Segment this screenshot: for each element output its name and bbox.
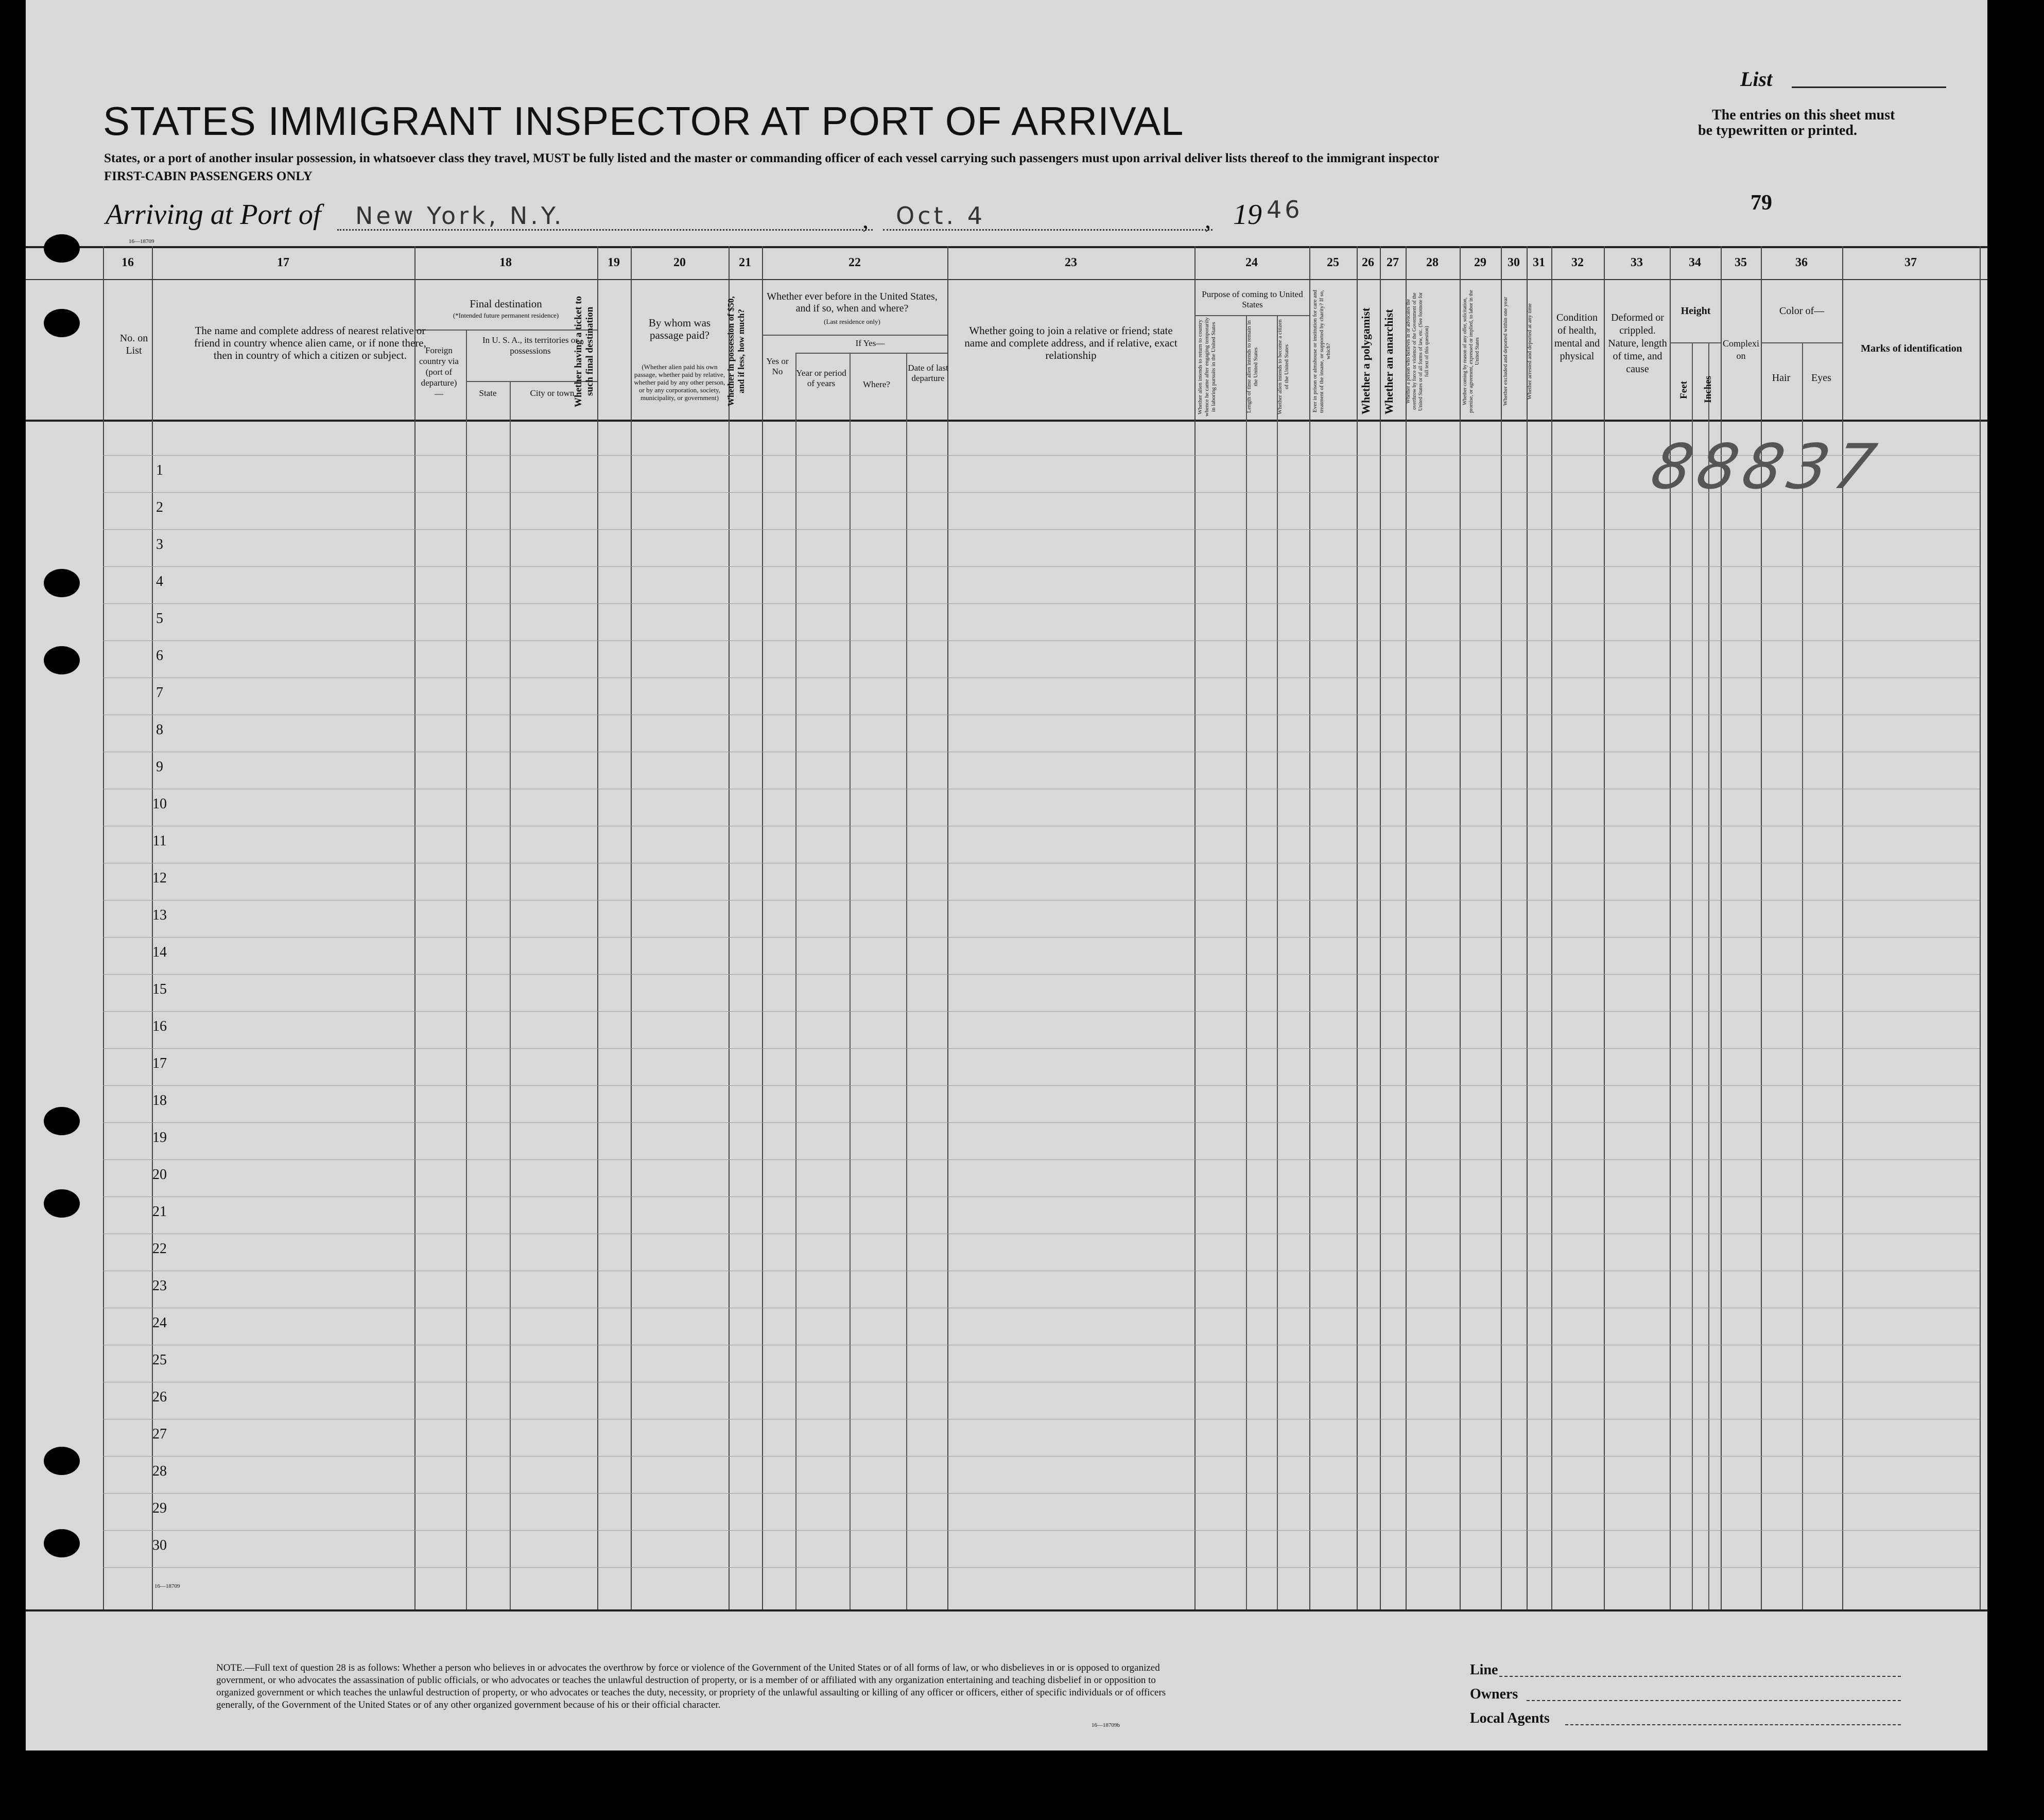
row-line <box>103 566 1980 567</box>
column-line <box>631 246 632 1609</box>
row-number: 10 <box>152 796 167 812</box>
row-number: 18 <box>152 1093 167 1108</box>
header-col24-title: Purpose of coming to United States <box>1202 289 1303 309</box>
column-line <box>1380 246 1381 1609</box>
row-number: 9 <box>156 759 163 775</box>
header-subrule <box>795 353 947 354</box>
column-number: 16 <box>122 256 134 269</box>
row-line <box>103 1159 1980 1160</box>
year-prefix: 19 <box>1233 199 1262 231</box>
header-col29: Whether coming by reason of any offer, solicitation, promise, or agreement, expressed or implied, to labor in the United States <box>1462 290 1480 413</box>
binder-hole <box>44 569 80 597</box>
comma-1: , <box>862 206 869 234</box>
header-col23: Whether going to join a relative or friend; state name and complete address, and if relative, exact relationship <box>964 324 1177 361</box>
column-line <box>1604 246 1605 1609</box>
column-line <box>597 246 598 1609</box>
header-col36-eyes: Eyes <box>1811 372 1831 384</box>
column-number: 26 <box>1362 256 1374 269</box>
column-number: 17 <box>277 256 289 269</box>
row-number: 2 <box>156 499 163 515</box>
header-col22-yesno: Yes or No <box>766 356 789 376</box>
column-number: 22 <box>848 256 861 269</box>
column-number: 37 <box>1904 256 1917 269</box>
row-line <box>103 1567 1980 1568</box>
binder-hole <box>44 1447 80 1475</box>
footnote-q28: NOTE.—Full text of question 28 is as follows: Whether a person who believes in or advocates the overthrow by force or violence of the Government of the United States or of all forms of law, or who disbelieves in or is opposed to organized government, or who advocates the assassination of public officials, or who advocates or teaches the unlawful destruction of property, or is a member of or affiliated with any organization entertaining and teaching disbelief in or opposition to organized government or which teaches the unlawful destruction of property, or who advocates or teaches the duty, necessity, or propriety of the unlawful assaulting or killing of any officer or officers, either of specific individuals or of officers generally, of the Government of the United States or of any other organized government because of his or their official character. <box>216 1662 1166 1710</box>
header-col35: Complexion <box>1723 338 1759 361</box>
header-col30: Whether excluded and deported within one year <box>1502 297 1509 406</box>
table-bottom-border <box>26 1609 1987 1611</box>
column-subline <box>466 330 467 1609</box>
arriving-label: Arriving at Port of <box>106 199 321 231</box>
column-number: 35 <box>1735 256 1747 269</box>
column-line <box>1309 246 1310 1609</box>
header-subrule <box>762 335 947 336</box>
column-line <box>1980 246 1981 1609</box>
binder-hole <box>44 646 80 674</box>
header-subrule <box>414 330 597 331</box>
row-number: 15 <box>152 981 167 997</box>
line-field <box>1499 1676 1901 1677</box>
binder-hole <box>44 1189 80 1218</box>
row-line <box>103 529 1980 530</box>
header-col18-sub: (*Intended future permanent residence) <box>453 311 559 319</box>
header-col34-feet: Feet <box>1678 381 1689 399</box>
table-top-border <box>26 246 1987 248</box>
row-number: 25 <box>152 1352 167 1368</box>
header-col34-inches: Inches <box>1703 376 1713 403</box>
column-number: 27 <box>1387 256 1399 269</box>
row-line <box>103 640 1980 641</box>
line-label: Line <box>1470 1662 1498 1678</box>
column-line <box>729 246 730 1609</box>
row-number: 20 <box>152 1167 167 1183</box>
header-col22-sub: (Last residence only) <box>824 318 880 325</box>
column-line <box>1501 246 1502 1609</box>
header-col24-a: Whether alien intends to return to country whence he came after engaging temporarily in laboring pursuits in the United States <box>1197 317 1217 417</box>
column-line <box>947 246 948 1609</box>
column-number: 34 <box>1689 256 1701 269</box>
row-number: 3 <box>156 536 163 552</box>
header-col20-sub: (Whether alien paid his own passage, whether paid by relative, whether paid by any other person, or by any corporation, society, municipality, or government) <box>634 363 725 402</box>
row-number: 19 <box>152 1130 167 1146</box>
row-line <box>103 1085 1980 1086</box>
row-line <box>103 974 1980 975</box>
column-line <box>1527 246 1528 1609</box>
row-number: 21 <box>152 1204 167 1220</box>
column-subline <box>795 353 796 1609</box>
row-number: 30 <box>152 1537 167 1553</box>
date-value: Oct. 4 <box>896 202 986 230</box>
comma-2: , <box>1205 206 1211 234</box>
footnote-code: 16—18709b <box>1092 1722 1120 1728</box>
column-number: 31 <box>1533 256 1545 269</box>
row-number: 29 <box>152 1500 167 1516</box>
header-col37: Marks of identification <box>1861 343 1962 354</box>
row-line <box>103 603 1980 604</box>
row-number: 12 <box>152 870 167 886</box>
column-line <box>414 246 415 1609</box>
row-number: 13 <box>152 907 167 923</box>
column-number: 29 <box>1474 256 1486 269</box>
column-line <box>1194 246 1196 1609</box>
binder-hole <box>44 234 80 263</box>
header-col22-title: Whether ever before in the United States, and if so, when and where? <box>767 291 938 314</box>
colnum-border <box>26 279 1987 280</box>
header-col25: Ever in prison or almshouse or institution for care and treatment of the insane, or supported by charity? If so, which? <box>1312 290 1331 413</box>
form-code-bottom: 16—18709 <box>154 1583 180 1589</box>
row-number: 14 <box>152 944 167 960</box>
header-col20-title: By whom was passage paid? <box>648 317 711 341</box>
column-number: 19 <box>608 256 620 269</box>
column-number: 23 <box>1065 256 1077 269</box>
row-line <box>103 1011 1980 1012</box>
row-line <box>103 1493 1980 1494</box>
column-number: 21 <box>739 256 751 269</box>
header-col18-state: State <box>479 388 497 398</box>
row-number: 23 <box>152 1278 167 1294</box>
entries-note-line1: The entries on this sheet must <box>1712 107 1895 123</box>
row-number: 7 <box>156 685 163 701</box>
header-col26: Whether a polygamist <box>1359 307 1372 414</box>
column-subline <box>850 353 851 1609</box>
header-subrule <box>1761 342 1842 343</box>
column-number: 20 <box>673 256 686 269</box>
row-number: 11 <box>152 833 167 849</box>
column-line <box>1551 246 1552 1609</box>
local-agents-field <box>1565 1724 1901 1725</box>
column-number: 28 <box>1426 256 1439 269</box>
column-number: 33 <box>1631 256 1643 269</box>
row-line <box>103 1530 1980 1531</box>
header-col27: Whether an anarchist <box>1382 309 1395 414</box>
row-number: 27 <box>152 1426 167 1442</box>
port-value: New York, N.Y. <box>355 202 565 230</box>
row-line <box>103 937 1980 938</box>
column-line <box>1406 246 1407 1609</box>
row-number: 8 <box>156 722 163 738</box>
binder-hole <box>44 1107 80 1135</box>
header-subrule <box>1670 342 1721 343</box>
row-line <box>103 1048 1980 1049</box>
row-line <box>103 1122 1980 1123</box>
column-line <box>1460 246 1461 1609</box>
header-col18-title: Final destination <box>470 298 542 310</box>
row-number: 26 <box>152 1389 167 1405</box>
header-col18-usa: In U. S. A., its territories or possessions <box>482 335 579 356</box>
header-col22-year: Year or period of years <box>796 368 846 388</box>
form-code-top: 16—18709 <box>129 238 154 245</box>
row-number: 1 <box>156 462 163 478</box>
row-number: 17 <box>152 1055 167 1071</box>
row-number: 22 <box>152 1241 167 1257</box>
column-line <box>762 246 763 1609</box>
column-subline <box>906 353 907 1609</box>
header-col18-city: City or town <box>530 388 575 398</box>
header-col22-date: Date of last departure <box>908 363 948 383</box>
column-number: 18 <box>499 256 512 269</box>
binder-hole <box>44 309 80 337</box>
entries-note-line2: be typewritten or printed. <box>1698 123 1857 138</box>
header-col34: Height <box>1681 305 1711 317</box>
header-col22-ifyes: If Yes— <box>855 338 885 348</box>
header-col33: Deformed or crippled. Nature, length of time, and cause <box>1608 312 1667 375</box>
header-col36-hair: Hair <box>1772 372 1791 384</box>
column-number: 24 <box>1245 256 1258 269</box>
header-col17: The name and complete address of nearest relative or friend in country whence alien came, or if none there, then in country of which a citizen or subject. <box>194 324 426 361</box>
sheet-number: 79 <box>1751 191 1772 215</box>
row-number: 24 <box>152 1315 167 1331</box>
column-line <box>1357 246 1358 1609</box>
column-line <box>103 246 104 1609</box>
header-col36-title: Color of— <box>1779 305 1825 317</box>
header-col21: Whether in possession of $50, and if less, how much? <box>726 296 746 407</box>
instruction-text: States, or a port of another insular possession, in whatsoever class they travel, MUST be fully listed and the master or commanding officer of each vessel carrying such passengers must upon arrival deliver lists thereof to the immigrant inspector <box>104 151 1440 165</box>
owners-field <box>1527 1700 1901 1701</box>
header-col22-where: Where? <box>863 379 890 389</box>
column-number: 30 <box>1508 256 1520 269</box>
row-number: 28 <box>152 1463 167 1479</box>
handwritten-number: 88837 <box>1645 431 1888 503</box>
local-agents-label: Local Agents <box>1470 1710 1550 1726</box>
column-number: 32 <box>1571 256 1584 269</box>
page-title: STATES IMMIGRANT INSPECTOR AT PORT OF ARRIVAL <box>103 98 1184 144</box>
header-col31: Whether arrested and deported at any time <box>1527 303 1533 400</box>
column-number: 25 <box>1327 256 1339 269</box>
column-subline <box>1246 315 1247 1609</box>
header-col19: Whether having a ticket to such final destination <box>573 296 595 407</box>
manifest-sheet <box>26 0 1987 1750</box>
header-bottom-border <box>26 420 1987 422</box>
header-subrule <box>1194 315 1309 316</box>
column-subline <box>1277 315 1278 1609</box>
header-col32: Condition of health, mental and physical <box>1554 312 1600 362</box>
subtitle: FIRST-CABIN PASSENGERS ONLY <box>104 169 313 183</box>
row-number: 16 <box>152 1018 167 1034</box>
year-value: 46 <box>1267 196 1303 223</box>
header-col24-c: Whether alien intends to become a citizen of the United States <box>1277 319 1290 414</box>
binder-hole <box>44 1529 80 1557</box>
list-field-line <box>1792 86 1946 88</box>
column-number: 36 <box>1795 256 1808 269</box>
header-col28: Whether a person who believes in or advocates the overthrow by force or violence of the Government of the United States or of all forms of law, etc. (See footnote for full text of this question) <box>1406 292 1430 411</box>
header-col24-b: Length of time alien intends to remain in the United States <box>1246 320 1259 413</box>
header-col18-foreign: Foreign country via (port of departure)— <box>419 345 459 398</box>
owners-label: Owners <box>1470 1686 1518 1702</box>
column-subline <box>510 381 511 1609</box>
header-no-on-list: No. on List <box>119 333 148 356</box>
row-number: 4 <box>156 574 163 590</box>
row-number: 5 <box>156 611 163 627</box>
row-number: 6 <box>156 648 163 664</box>
list-label: List <box>1740 67 1773 91</box>
row-line <box>103 1456 1980 1457</box>
